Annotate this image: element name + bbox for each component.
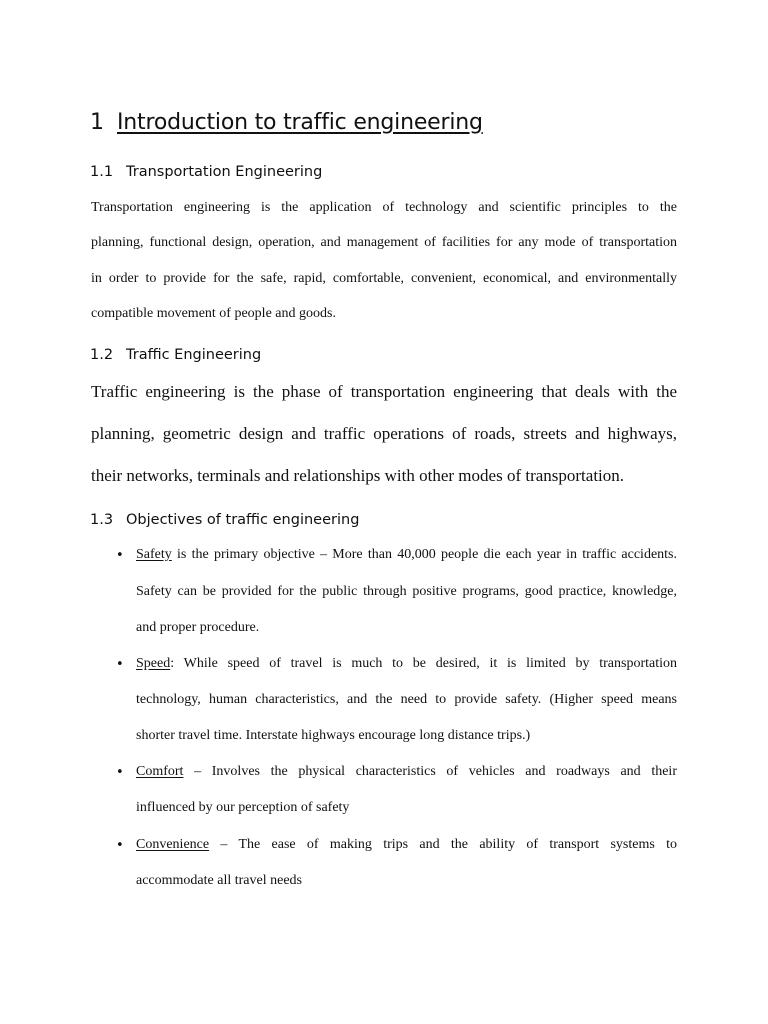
bullet-line: shorter travel time. Interstate highways encourage long distance trips.) xyxy=(136,728,531,743)
bullet-text: – Involves the physical characteristics of vehicles and roadways and their xyxy=(183,764,677,779)
bullet-marker: • xyxy=(116,657,124,672)
bullet-term: Safety xyxy=(136,547,172,562)
paragraph-line: compatible movement of people and goods. xyxy=(91,306,336,321)
section-heading-1-2 xyxy=(90,347,261,363)
bullet-term: Convenience xyxy=(136,837,210,852)
chapter-number: 1 xyxy=(90,110,104,135)
paragraph-line: Traffic engineering is the phase of transportation engineering that deals with the xyxy=(91,382,677,401)
section-number: 1.2 xyxy=(90,347,114,363)
bullet-marker: • xyxy=(116,838,124,853)
section-number: 1.3 xyxy=(90,512,114,528)
bullet-line: accommodate all travel needs xyxy=(136,873,302,888)
bullet-line: technology, human characteristics, and the need to provide safety. (Higher speed means xyxy=(136,692,677,707)
bullet-speed-line xyxy=(136,656,677,672)
paragraph-line: their networks, terminals and relationships with other modes of transportation. xyxy=(91,466,625,485)
section-number: 1.1 xyxy=(90,164,114,180)
bullet-line: Safety can be provided for the public through positive programs, good practice, knowledge, xyxy=(136,584,677,599)
paragraph-line: planning, geometric design and traffic operations of roads, streets and highways, xyxy=(91,424,677,443)
bullet-line: and proper procedure. xyxy=(136,620,260,635)
section-title: Transportation Engineering xyxy=(126,164,323,180)
paragraph-line: planning, functional design, operation, and management of facilities for any mode of transportation xyxy=(91,235,677,250)
bullet-text: is the primary objective – More than 40,000 people die each year in traffic accidents. xyxy=(171,547,677,562)
bullet-safety-line xyxy=(136,547,677,563)
section-heading-1-3 xyxy=(90,512,359,528)
bullet-convenience-line xyxy=(136,837,677,853)
section-title: Traffic Engineering xyxy=(126,347,262,363)
bullet-term: Speed xyxy=(136,656,171,671)
chapter-heading xyxy=(90,110,483,135)
section-heading-1-1 xyxy=(90,164,322,180)
bullet-term: Comfort xyxy=(136,764,184,779)
bullet-marker: • xyxy=(116,765,124,780)
paragraph-line: in order to provide for the safe, rapid, comfortable, convenient, economical, and environmentally xyxy=(91,271,677,286)
section-title: Objectives of traffic engineering xyxy=(126,512,360,528)
bullet-marker: • xyxy=(116,548,124,563)
paragraph-line: Transportation engineering is the application of technology and scientific principles to the xyxy=(91,200,677,215)
bullet-text: : While speed of travel is much to be desired, it is limited by transportation xyxy=(170,656,677,671)
bullet-text: – The ease of making trips and the ability of transport systems to xyxy=(209,837,677,852)
bullet-line: influenced by our perception of safety xyxy=(136,800,350,815)
bullet-comfort-line xyxy=(136,764,677,780)
chapter-title: Introduction to traffic engineering xyxy=(117,110,483,135)
